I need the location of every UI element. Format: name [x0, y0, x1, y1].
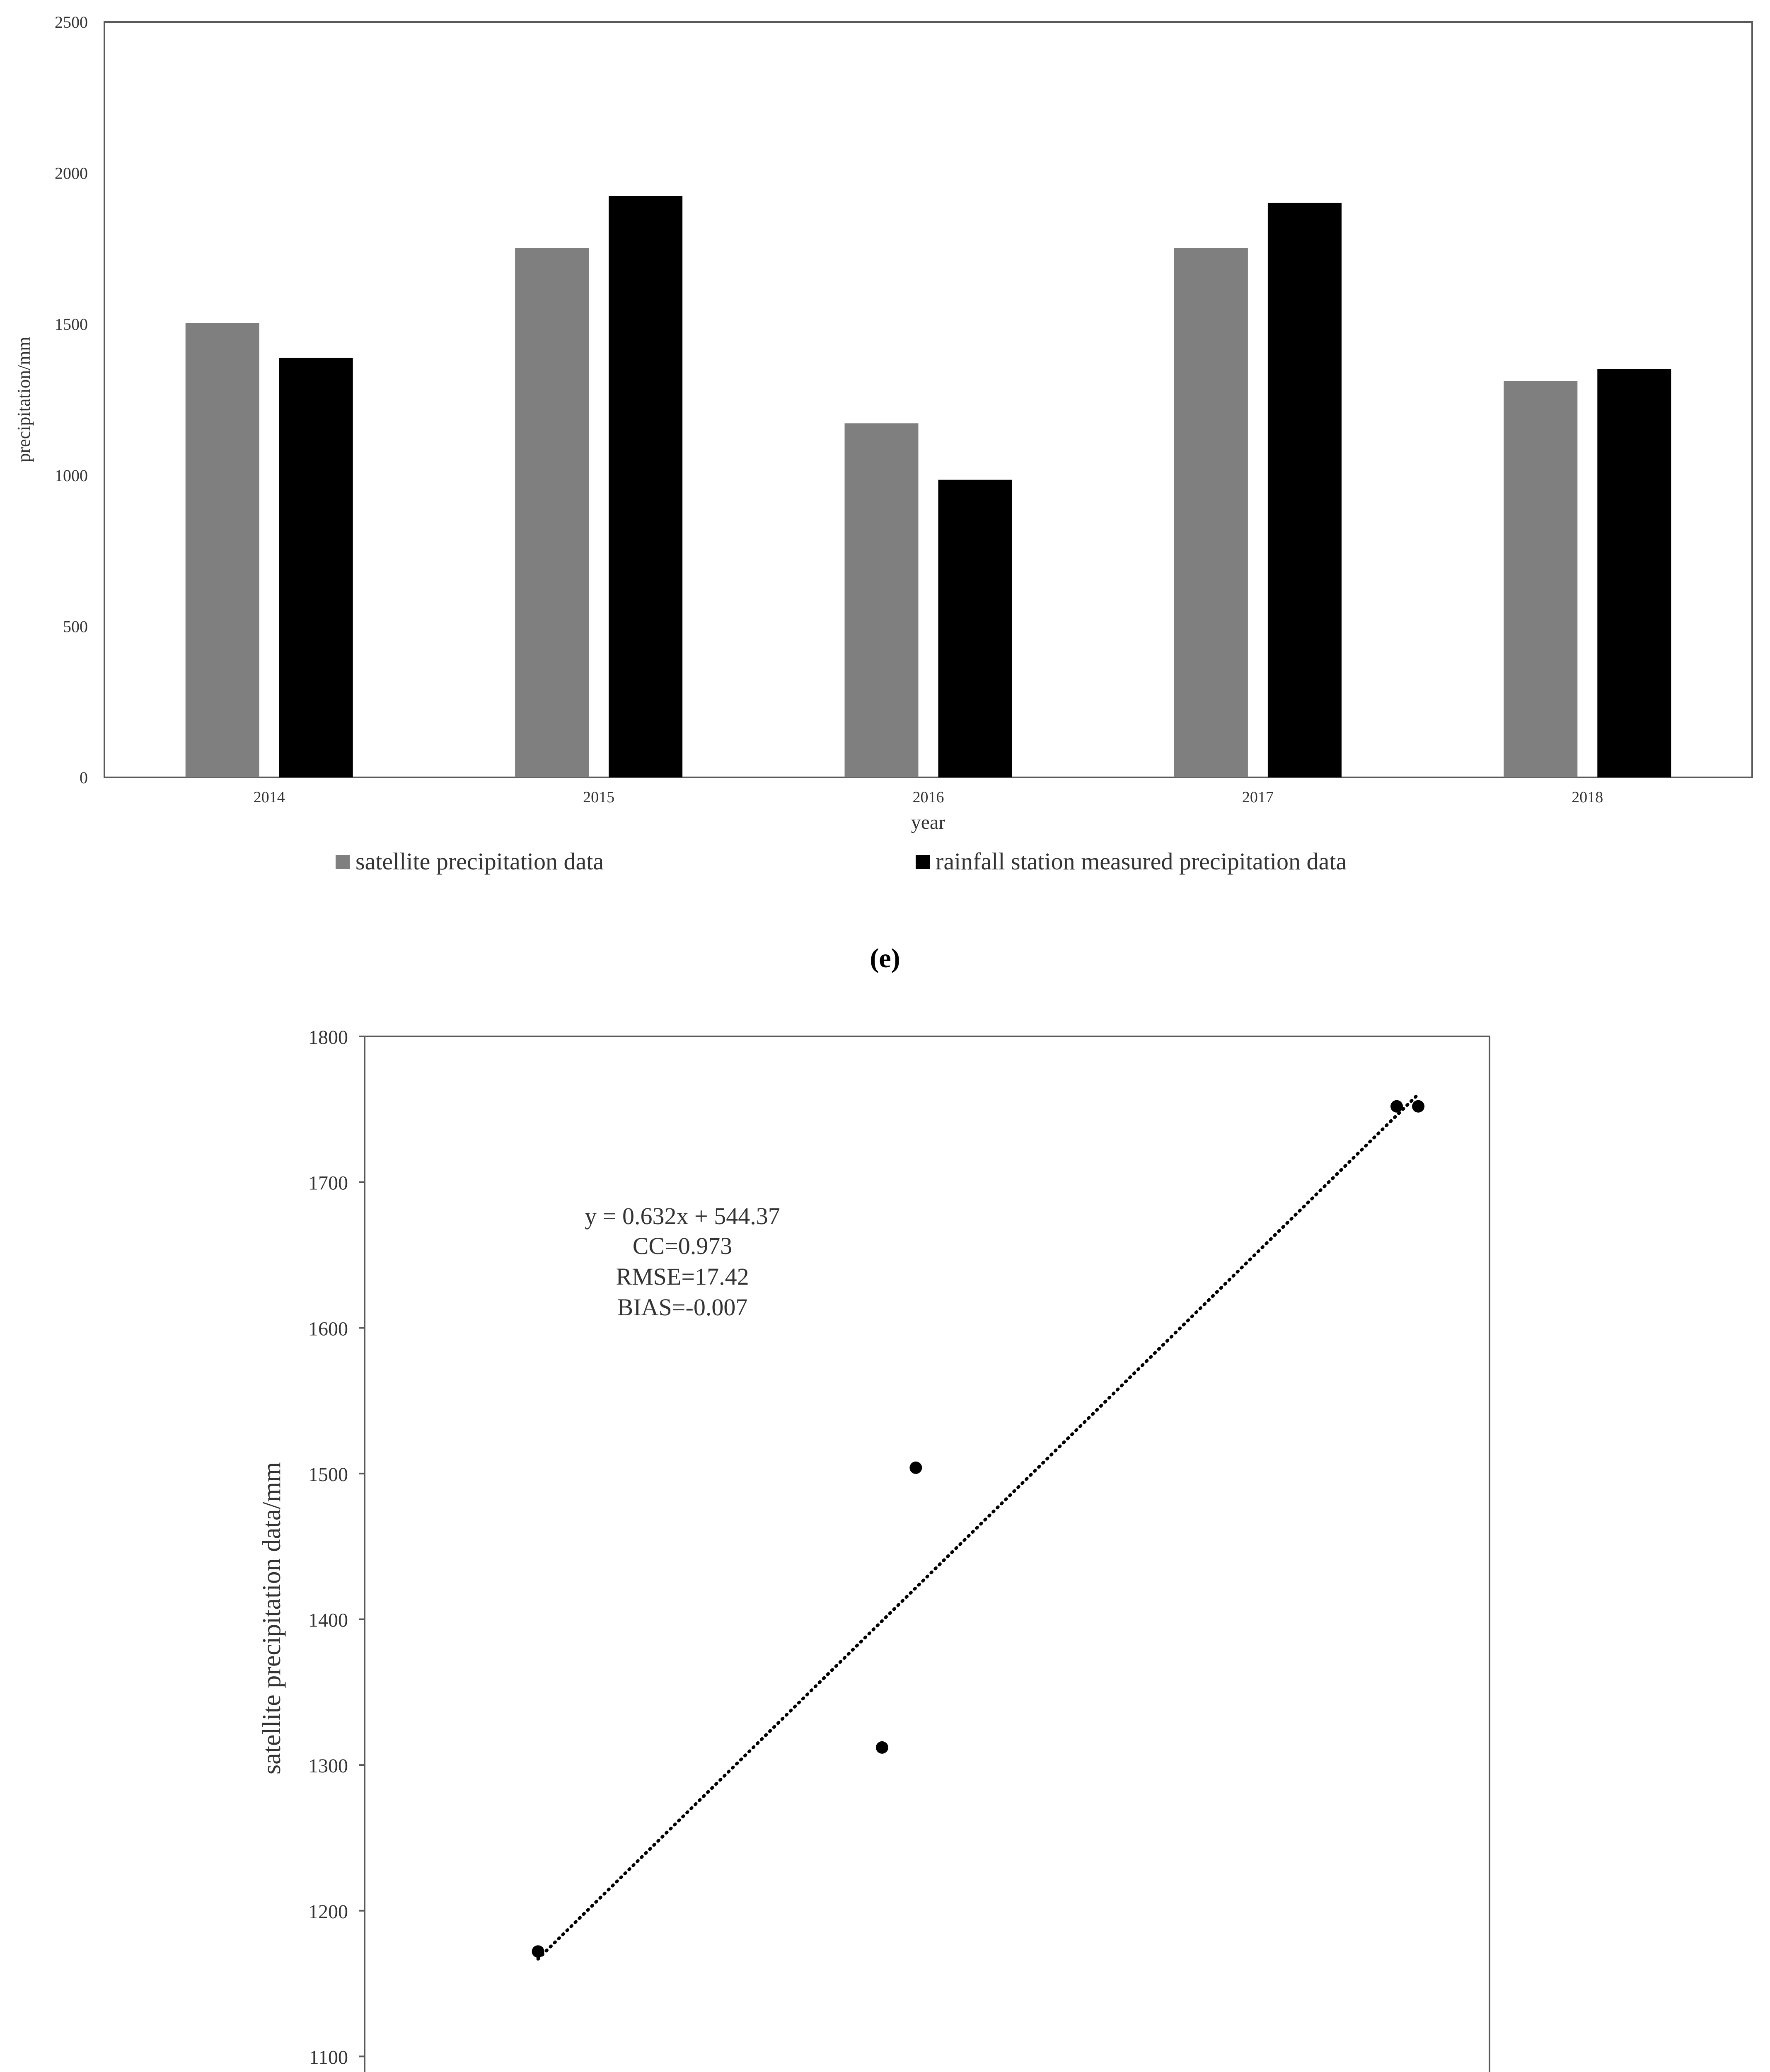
bias-value: BIAS=-0.007 [617, 1294, 748, 1321]
scatter-point [876, 1741, 888, 1754]
bar-station-2015 [609, 196, 682, 777]
legend-swatch-station [916, 855, 930, 869]
bar-satellite-2015 [515, 248, 589, 777]
scatter-y-tick-label: 1700 [308, 1172, 348, 1194]
bar-y-tick-label: 2000 [55, 164, 88, 183]
bar-satellite-2014 [186, 323, 259, 777]
bar-station-2014 [279, 358, 353, 777]
scatter-chart [258, 1026, 1509, 2072]
scatter-annotation-block [585, 1203, 780, 1321]
bar-station-2018 [1597, 369, 1671, 777]
bar-y-tick-label: 1500 [55, 315, 88, 334]
scatter-y-tick-label: 1600 [308, 1318, 348, 1340]
scatter-y-tick-label: 1300 [308, 1755, 348, 1777]
bar-chart-legend [336, 848, 1347, 875]
legend-label-satellite: satellite precipitation data [355, 848, 604, 875]
scatter-point [532, 1945, 544, 1958]
bar-x-tick-label: 2018 [1572, 789, 1603, 806]
scatter-y-tick-label: 1500 [308, 1463, 348, 1486]
scatter-point [1412, 1100, 1424, 1113]
bar-chart-x-axis-title: year [911, 811, 945, 833]
scatter-y-tick-label: 1200 [308, 1900, 348, 1923]
bar-y-tick-label: 2500 [55, 13, 88, 31]
bar-chart [14, 13, 1752, 875]
bar-station-2016 [938, 480, 1012, 777]
bar-x-tick-label: 2014 [253, 789, 285, 806]
scatter-y-tick-label: 1400 [308, 1609, 348, 1631]
panel-label-e: (e) [870, 943, 900, 973]
bar-x-tick-label: 2017 [1242, 789, 1274, 806]
scatter-point [1390, 1100, 1403, 1113]
bar-y-tick-label: 0 [80, 768, 88, 787]
bar-y-tick-label: 1000 [55, 466, 88, 485]
bar-x-tick-label: 2016 [912, 789, 944, 806]
bar-satellite-2018 [1504, 381, 1577, 777]
bar-station-2017 [1268, 203, 1342, 777]
legend-swatch-satellite [336, 855, 350, 869]
bar-x-tick-label: 2015 [583, 789, 615, 806]
regression-equation: y = 0.632x + 544.37 [585, 1203, 780, 1230]
correlation-coefficient: CC=0.973 [632, 1232, 733, 1259]
bar-satellite-2016 [845, 423, 919, 777]
bar-satellite-2017 [1174, 248, 1248, 777]
scatter-point [909, 1462, 922, 1474]
rmse-value: RMSE=17.42 [616, 1263, 749, 1290]
scatter-y-axis-title: satellite precipitation data/mm [258, 1462, 286, 1775]
legend-label-station: rainfall station measured precipitation data [936, 848, 1347, 875]
scatter-y-tick-label: 1100 [309, 2046, 348, 2069]
bar-chart-y-axis-title: precipitation/mm [14, 336, 34, 462]
bar-y-tick-label: 500 [63, 617, 88, 636]
scatter-y-tick-label: 1800 [308, 1026, 348, 1048]
